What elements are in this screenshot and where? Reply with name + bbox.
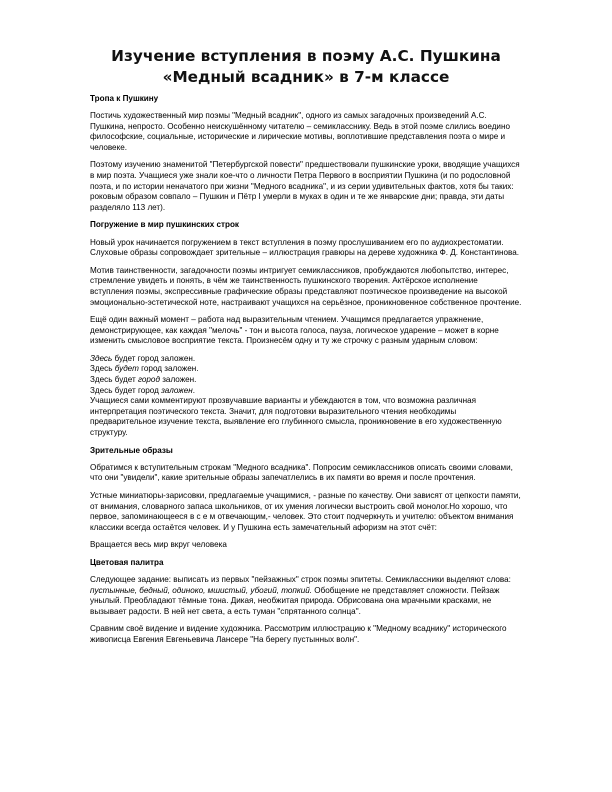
paragraph: Постичь художественный мир поэмы "Медный всадник", одного из самых загадочных произведений А.С. Пушкина, непросто. Особенно неискушённому читателю – семикласснику. Ведь в этой поэме слились воедино философские, социальные, исторические и лирические мотивы, воплотившие представления поэта о мире и человеке. (90, 111, 510, 152)
paragraph: Учащиеся сами комментируют прозвучавшие варианты и убеждаются в том, что возможна различная интерпретация поэтического текста. Значит, для подготовки выразительного чтения необходимы предварительное изучение текста, выявление его глубинного смысла, проникновение в его художественную структуру. (90, 396, 502, 438)
section-heading-color-palette: Цветовая палитра (90, 557, 164, 567)
section-heading-visual-images: Зрительные образы (90, 445, 173, 455)
document-title: Изучение вступления в поэму А.С. Пушкина «Медный всадник» в 7-м классе (111, 47, 501, 86)
paragraph: Обратимся к вступительным строкам "Медного всадника". Попросим семиклассников описать своими словами, что они "увидели", какие зрительные образы запечатлелись в их памяти во время и после прочтения. (90, 462, 513, 483)
paragraph: Поэтому изучению знаменитой "Петербургской повести" предшествовали пушкинские уроки, вводящие учащихся в мир поэта. Учащиеся уже знали кое-что о личности Петра Первого в восприятии Пушкина (и по родословной поэта, и по истории неначатого при жизни "Медного всадника", и из серии удивительных фактов, хотя бы таких: роковым образом совпало – Пушкин и Пётр I умерли в муках в один и те же январские дни; правда, эти даты разделяло 113 лет). (90, 160, 520, 212)
paragraph: Сравним своё видение и видение художника. Рассмотрим иллюстрацию к "Медному всаднику" исторического живописца Евгения Евгеньевича Лансере "На берегу пустынных волн". (90, 624, 507, 644)
stressed-word: заложен (161, 385, 193, 395)
stressed-word: будет (114, 364, 139, 374)
example-line: Здесь будет город заложен. (90, 364, 199, 374)
paragraph: Мотив таинственности, загадочности поэмы интригует семиклассников, пробуждаются любопытство, интерес, стремление увидеть и понять, в чём же таинственность пушкинского творения. Актёрское исполнение вступления поэмы, экспрессивные графические образы представляют поэтическое произведение на высокой эмоционально-эстетической ноте, настраивают учащихся на серьёзное, проникновенное собственное прочтение. (90, 265, 522, 307)
quote-line: Вращается весь мир вкруг человека (90, 540, 227, 550)
section-heading-path: Тропа к Пушкину (90, 94, 159, 103)
paragraph: Новый урок начинается погружением в текст вступления в поэму прослушиванием его по аудиохрестоматии. Слуховые образы сопровождает зрительные – иллюстрация гравюры на дереве художника Ф. Д. Константинова. (90, 237, 520, 258)
paragraph: Следующее задание: выписать из первых "пейзажных" строк поэмы эпитеты. Семиклассники выделяют слова: пустынные, бедный, одиноко, мшистый, убогий, топкий. Обобщение не представляет сложности. Пейзаж унылый. Преобладают тёмные тона. Дикая, необжитая природа. Обрисована она мрачными красками, не вызывает радости. В ней нет света, а есть туман "спрятанного солнца". (90, 574, 511, 616)
example-line: Здесь будет город заложен. (90, 353, 196, 363)
epithets-list: пустынные, бедный, одиноко, мшистый, убогий, топкий. (90, 585, 313, 595)
example-line: Здесь будет город заложен. (90, 375, 197, 385)
paragraph: Ещё один важный момент – работа над выразительным чтением. Учащимся предлагается упражнение, демонстрирующее, как каждая "мелочь" - тон и высота голоса, пауза, логическое ударение – может в корне изменить смысловое восприятие текста. Произнесём одну и ту же строчку с разным ударным словом: (90, 315, 499, 346)
example-line: Здесь будет город заложен. (90, 385, 196, 395)
document-body (90, 46, 522, 653)
paragraph: Устные миниатюры-зарисовки, предлагаемые учащимися, - разные по качеству. Они зависят от цепкости памяти, от внимания, словарного запаса школьников, от их умения логически выстроить свой монолог.Но хорошо, что первое, запоминающееся в с е м отвечающим,- человек. Это стоит подчеркнуть и учителю: объектом внимания классики всегда остаётся человек. И у Пушкина есть замечательный афоризм на этот счёт: (90, 490, 521, 532)
stressed-word: Здесь (90, 353, 113, 363)
stressed-word: город (137, 375, 160, 385)
section-heading-immersion: Погружение в мир пушкинских строк (90, 220, 240, 230)
